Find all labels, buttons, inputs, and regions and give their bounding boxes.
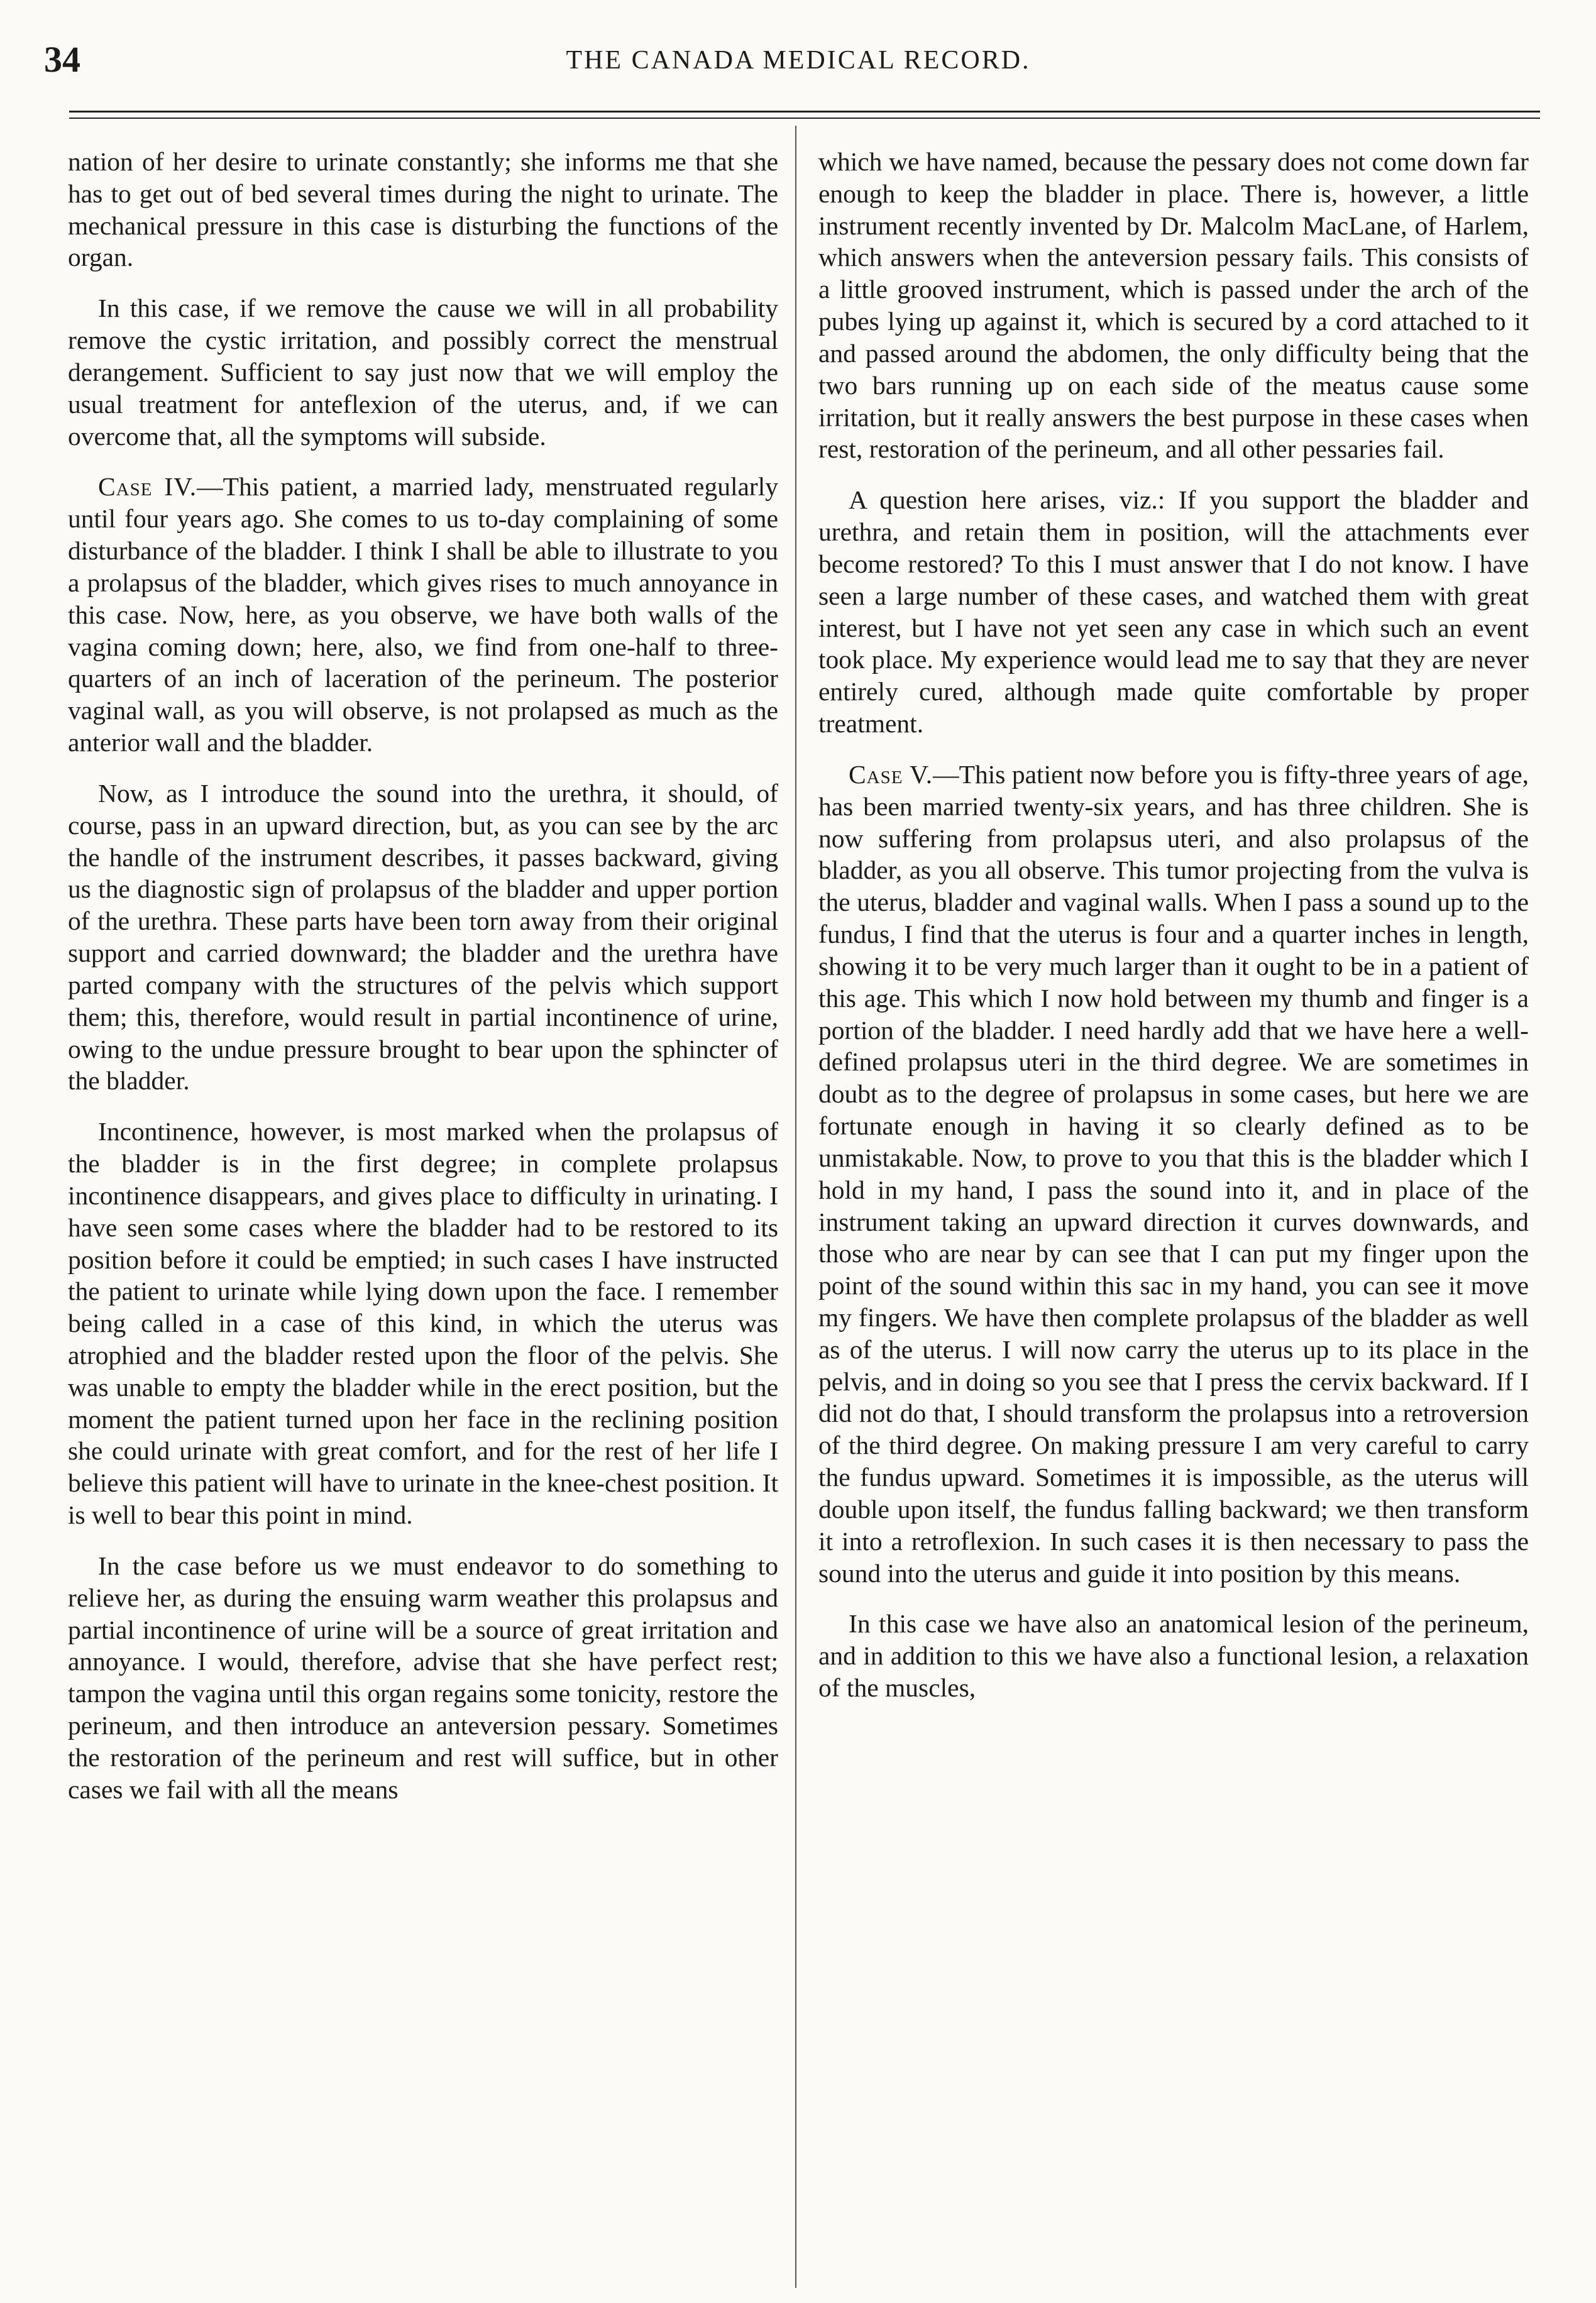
case-text: —This patient now before you is fifty-three years of age, has been married twenty-six years, and has three children. She is now suffering from prolapsus uteri, and also prolapsus of the bladder, as you all observe. This tumor projecting from the vulva is the uterus, bladder and vaginal walls. When I pass a sound up to the fundus, I find that the uterus is four and a quarter inches in length, showing it to be very much larger than it ought to be in a patient of this age. This which I now hold between my thumb and finger is a portion of the bladder. I need hardly add that we have here a well-defined prolapsus uteri in the third degree. We are sometimes in doubt as to the degree of prolapsus in some cases, but here we are fortunate enough in having it so clearly defined as to be unmistakable. Now, to prove to you that this is the bladder which I hold in my hand, I pass the sound into it, and in place of the instrument taking an upward direction it curves downwards, and those who are near by can see that I can put my finger upon the point of the sound within this sac in my hand, you can see it move my fingers. We have then complete prolapsus of the bladder as well as of the uterus. I will now carry the uterus up to its place in the pelvis, and in doing so you see that I press the cervix backward. If I did not do that, I should transform the prolapsus into a retroversion of the third degree. On making pressure I am very careful to carry the fundus upward. Sometimes it is impossible, as the uterus will double upon itself, the fundus falling backward; we then transform it into a retroflexion. In such cases it is then necessary to pass the sound into the uterus and guide it into position by this means. [818, 759, 1529, 1588]
case-label: Case V. [849, 759, 933, 789]
right-column [818, 146, 1529, 2283]
paragraph: In this case we have also an anatomical lesion of the perineum, and in addition to this we have also a functional lesion, a relaxation of the muscles, [818, 1609, 1529, 1703]
header-rule-double [69, 118, 1540, 119]
page-number: 34 [44, 39, 80, 80]
paragraph: In the case before us we must endeavor to do something to relieve her, as during the ensuing warm weather this prolapsus and partial incontinence of urine will be a source of great irritation and annoyance. I would, therefore, advise that she have perfect rest; tampon the vagina until this organ regains some tonicity, restore the perineum, and then introduce an anteversion pessary. Sometimes the restoration of the perineum and rest will suffice, but in other cases we fail with all the means [68, 1551, 778, 1804]
paragraph: A question here arises, viz.: If you support the bladder and urethra, and retain them in position, will the attachments ever become restored? To this I must answer that I do not know. I have seen a large number of these cases, and watched them with great interest, but I have not yet seen any case in which such an event took place. My experience would lead me to say that they are never entirely cured, although made quite comfortable by proper treatment. [818, 485, 1529, 739]
paragraph: In this case, if we remove the cause we will in all probability remove the cystic irritation, and possibly correct the menstrual derangement. Sufficient to say just now that we will employ the usual treatment for anteflexion of the uterus, and, if we can overcome that, all the symptoms will subside. [68, 294, 778, 451]
paragraph: Incontinence, however, is most marked when the prolapsus of the bladder is in the first degree; in complete prolapsus incontinence disappears, and gives place to difficulty in urinating. I have seen some cases where the bladder had to be restored to its position before it could be emptied; in such cases I have instructed the patient to urinate while lying down upon the face. I remember being called in a case of this kind, in which the uterus was atrophied and the bladder rested upon the floor of the pelvis. She was unable to empty the bladder while in the erect position, but the moment the patient turned upon her face in the reclining position she could urinate with great comfort, and for the rest of her life I believe this patient will have to urinate in the knee-chest position. It is well to bear this point in mind. [68, 1117, 778, 1530]
paragraph: which we have named, because the pessary does not come down far enough to keep the bladder in place. There is, however, a little instrument recently invented by Dr. Malcolm MacLane, of Harlem, which answers when the anteversion pessary fails. This consists of a little grooved instrument, which is passed under the arch of the pubes lying up against it, which is secured by a cord attached to it and passed around the abdomen, the only difficulty being that the two bars running up on each side of the meatus cause some irritation, but it really answers the best purpose in these cases when rest, restoration of the perineum, and all other pessaries fail. [818, 147, 1529, 464]
paragraph: nation of her desire to urinate constantly; she informs me that she has to get out of bed several times during the night to urinate. The mechanical pressure in this case is disturbing the functions of the organ. [68, 147, 778, 272]
header-rule [69, 111, 1540, 113]
column-divider [795, 126, 796, 2288]
page-header [44, 38, 1553, 82]
case-v-paragraph [818, 759, 1529, 1590]
case-text: —This patient, a married lady, menstruated regularly until four years ago. She comes to us to-day complaining of some disturbance of the bladder. I think I shall be able to illustrate to you a prolapsus of the bladder, which gives rises to much annoyance in this case. Now, here, as you observe, we have both walls of the vagina coming down; here, also, we find from one-half to three-quarters of an inch of laceration of the perineum. The posterior vaginal wall, as you will observe, is not prolapsed as much as the anterior wall and the bladder. [68, 472, 778, 757]
case-iv-paragraph [68, 471, 778, 758]
case-label: Case IV. [98, 472, 197, 502]
left-column [68, 146, 778, 2283]
paragraph: Now, as I introduce the sound into the urethra, it should, of course, pass in an upward direction, but, as you can see by the arc the handle of the instrument describes, it passes backward, giving us the diagnostic sign of prolapsus of the bladder and upper portion of the urethra. These parts have been torn away from their original support and carried downward; the bladder and the urethra have parted company with the structures of the pelvis which support them; this, therefore, would result in partial incontinence of urine, owing to the undue pressure brought to bear upon the sphincter of the bladder. [68, 778, 778, 1096]
journal-title: THE CANADA MEDICAL RECORD. [566, 46, 1031, 75]
